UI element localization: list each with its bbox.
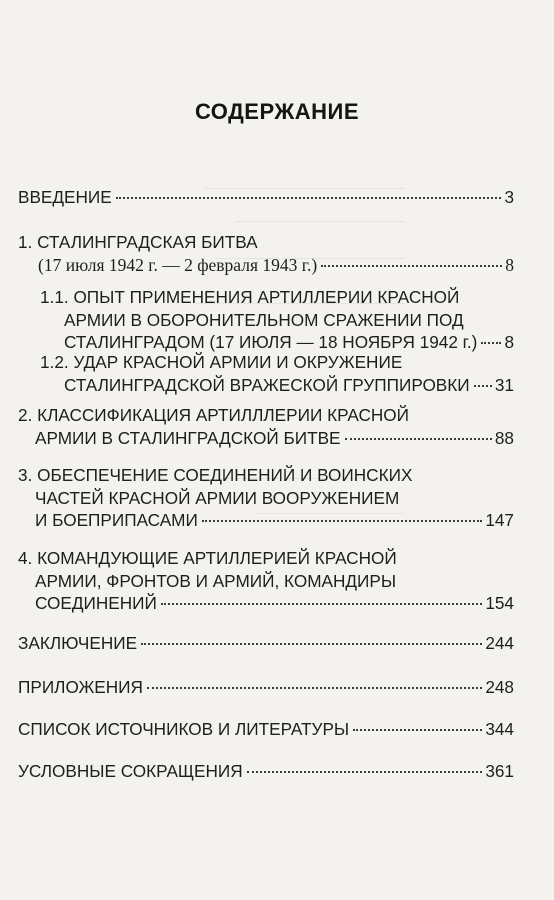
toc-entry-text: 3. ОБЕСПЕЧЕНИЕ СОЕДИНЕНИЙ И ВОИНСКИХ bbox=[18, 465, 413, 485]
toc-entry-text: СТАЛИНГРАДСКОЙ ВРАЖЕСКОЙ ГРУППИРОВКИ bbox=[64, 374, 470, 395]
toc-page-number: 8 bbox=[504, 332, 514, 352]
toc-entry-text: И БОЕПРИПАСАМИ bbox=[35, 510, 198, 530]
toc-entry-text: АРМИИ В СТАЛИНГРАДСКОЙ БИТВЕ bbox=[35, 427, 341, 448]
toc-entry-text: СОЕДИНЕНИЙ bbox=[35, 593, 157, 613]
dot-leader bbox=[147, 687, 482, 689]
dot-leader bbox=[247, 771, 483, 773]
dot-leader bbox=[161, 603, 482, 605]
dot-leader bbox=[474, 385, 492, 387]
toc-page-number: 8 bbox=[505, 254, 514, 275]
toc-entry-text: СПИСОК ИСТОЧНИКОВ И ЛИТЕРАТУРЫ bbox=[18, 719, 350, 739]
dot-leader bbox=[141, 643, 482, 645]
toc-entry-text: ЧАСТЕЙ КРАСНОЙ АРМИИ ВООРУЖЕНИЕМ bbox=[35, 487, 400, 508]
toc-page-number: 3 bbox=[504, 187, 514, 207]
dot-leader bbox=[116, 197, 502, 199]
toc-entry-text: АРМИИ, ФРОНТОВ И АРМИЙ, КОМАНДИРЫ bbox=[35, 570, 397, 591]
toc-entry-text: АРМИИ В ОБОРОНИТЕЛЬНОМ СРАЖЕНИИ ПОД bbox=[64, 309, 464, 330]
toc-entry-text: 1.2. УДАР КРАСНОЙ АРМИИ И ОКРУЖЕНИЕ bbox=[40, 352, 403, 372]
dot-leader bbox=[202, 520, 482, 522]
toc-entry-text: ВВЕДЕНИЕ bbox=[18, 187, 112, 207]
toc-entry-text: ПРИЛОЖЕНИЯ bbox=[18, 677, 143, 697]
toc-page-number: 154 bbox=[485, 593, 514, 613]
dot-leader bbox=[353, 729, 482, 731]
toc-page-number: 31 bbox=[494, 374, 514, 395]
toc-entry-text: 1.1. ОПЫТ ПРИМЕНЕНИЯ АРТИЛЛЕРИИ КРАСНОЙ bbox=[40, 287, 460, 307]
toc-entry-text: УСЛОВНЫЕ СОКРАЩЕНИЯ bbox=[18, 761, 243, 781]
toc-entry-text: 4. КОМАНДУЮЩИЕ АРТИЛЛЕРИЕЙ КРАСНОЙ bbox=[18, 548, 397, 568]
toc-page-number: 344 bbox=[485, 719, 514, 739]
dot-leader bbox=[481, 342, 501, 344]
dot-leader bbox=[345, 438, 492, 440]
toc-entry-text: СТАЛИНГРАДОМ (17 ИЮЛЯ — 18 НОЯБРЯ 1942 г.) bbox=[64, 332, 478, 352]
toc-entry-text: 1. СТАЛИНГРАДСКАЯ БИТВА bbox=[18, 232, 258, 252]
toc-entry-text: 2. КЛАССИФИКАЦИЯ АРТИЛЛЛЕРИИ КРАСНОЙ bbox=[18, 405, 410, 425]
toc-page-number: 88 bbox=[494, 427, 514, 448]
toc-entry-text: (17 июля 1942 г. — 2 февраля 1943 г.) bbox=[38, 254, 318, 275]
toc-entry-text: ЗАКЛЮЧЕНИЕ bbox=[18, 633, 138, 653]
toc-page-number: 147 bbox=[485, 510, 514, 530]
page-title: СОДЕРЖАНИЕ bbox=[194, 99, 360, 124]
dot-leader bbox=[321, 265, 502, 267]
toc-page-number: 361 bbox=[485, 761, 514, 781]
toc-page-number: 248 bbox=[485, 677, 514, 697]
toc-page-number: 244 bbox=[485, 633, 514, 653]
